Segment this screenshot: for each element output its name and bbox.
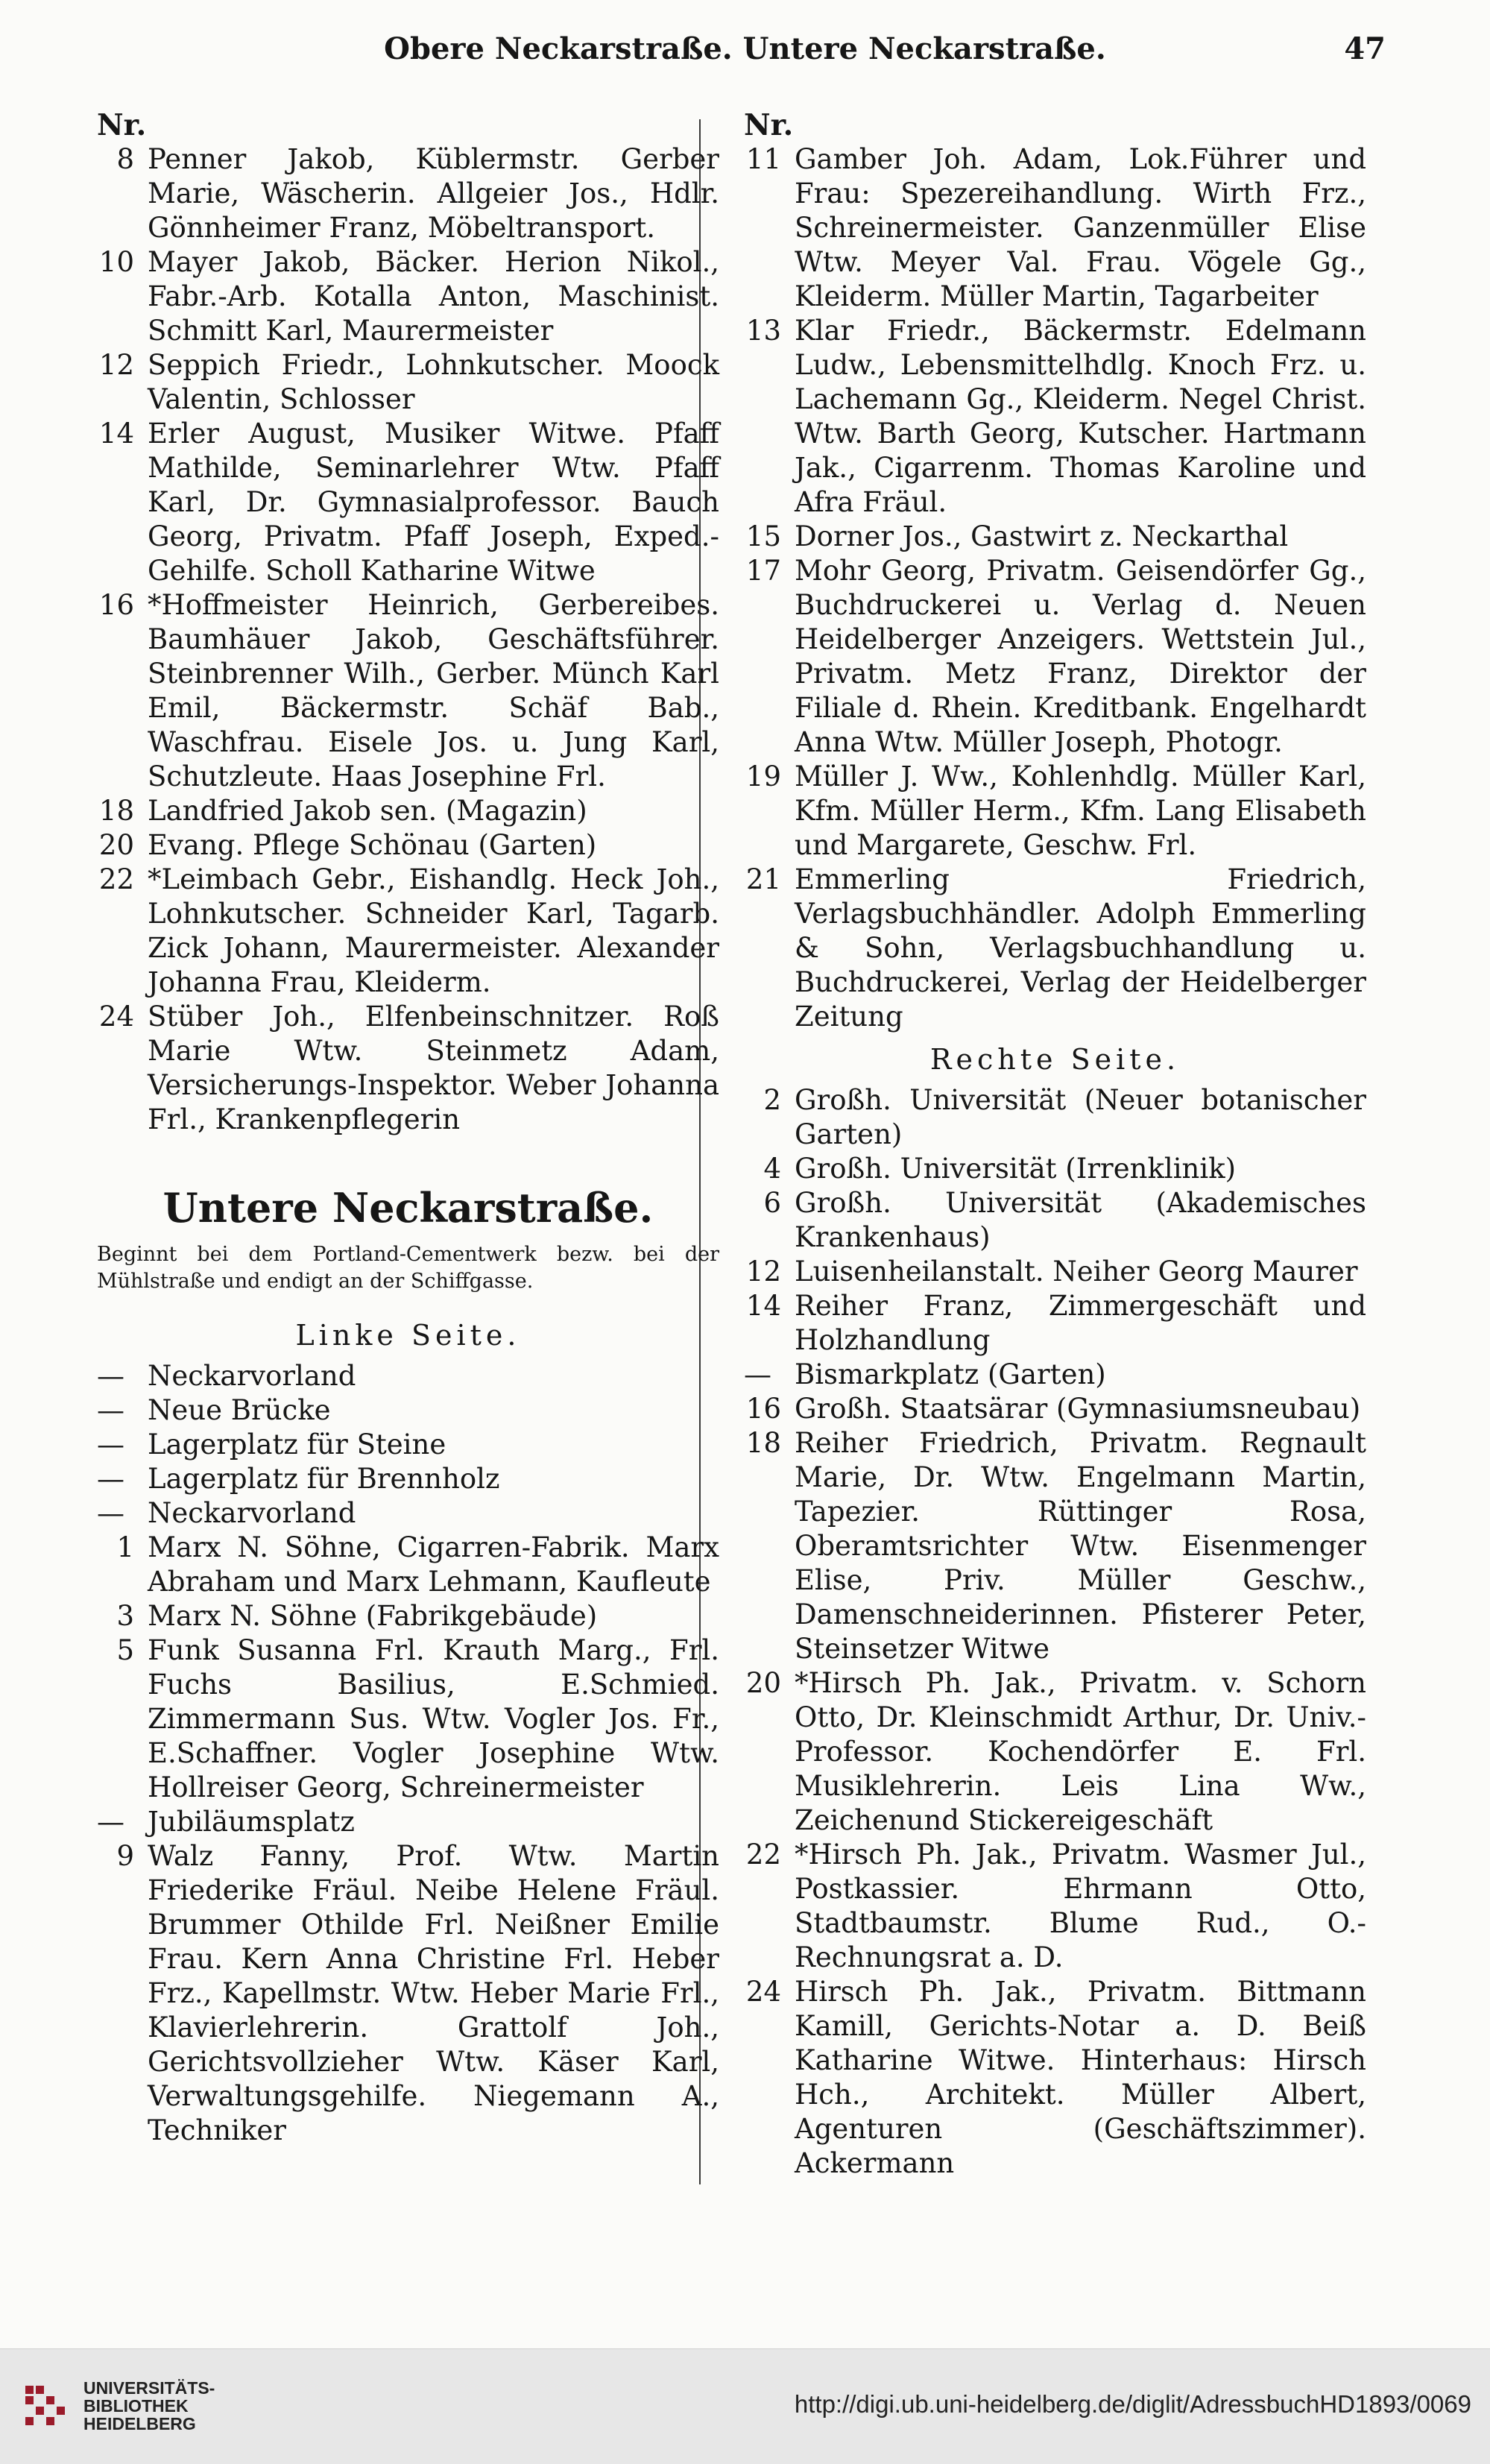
directory-entry	[97, 1393, 719, 1428]
house-number: 16	[98, 589, 134, 621]
house-number: 20	[745, 1667, 781, 1699]
residents-text: Müller J. Ww., Kohlenhdlg. Müller Karl, Kfm. Müller Herm., Kfm. Lang Elisabeth und Margarete, Geschw. Frl.	[795, 760, 1366, 861]
directory-entry	[97, 1599, 719, 1633]
residents-text: Lagerplatz für Brennholz	[148, 1463, 500, 1495]
residents-text: Stüber Joh., Elfenbeinschnitzer. Roß Marie Wtw. Steinmetz Adam, Versicherungs-Inspektor. Weber Johanna Frl., Krankenpflegerin	[148, 1001, 719, 1135]
left-column	[97, 108, 719, 2148]
directory-entry	[97, 1805, 719, 1839]
side-heading-right: Rechte Seite.	[929, 1043, 1181, 1076]
section-note: Beginnt bei dem Portland-Cementwerk bezw. bei der Mühlstraße und endigt an der Schiffgasse.	[97, 1243, 719, 1293]
directory-entry	[744, 1083, 1366, 1152]
house-number: 14	[98, 418, 134, 450]
directory-entry	[744, 1255, 1366, 1289]
residents-text: Luisenheilanstalt. Neiher Georg Maurer	[795, 1255, 1358, 1288]
house-number: 18	[98, 795, 134, 827]
residents-text: Walz Fanny, Prof. Wtw. Martin Friederike Fräul. Neibe Helene Fräul. Brummer Othilde Frl. Neißner Emilie Frau. Kern Anna Christine Frl. Heber Frz., Kapellmstr. Wtw. Heber Marie Frl., Klavierlehrerin. Grattolf Joh., Gerichtsvollzieher Wtw. Käser Karl, Verwaltungsgehilfe. Niegemann A., Techniker	[148, 1840, 719, 2146]
directory-entry	[97, 1633, 719, 1805]
residents-text: Jubiläumsplatz	[148, 1806, 355, 1838]
directory-entry	[744, 1838, 1366, 1975]
directory-entry	[744, 314, 1366, 520]
residents-text: Marx N. Söhne (Fabrikgebäude)	[148, 1600, 598, 1632]
residents-text: Gamber Joh. Adam, Lok.Führer und Frau: Spezereihandlung. Wirth Frz., Schreinermeister. Ganzenmüller Elise Wtw. Meyer Val. Frau. Vögele Gg., Kleiderm. Müller Martin, Tagarbeiter	[795, 143, 1366, 312]
directory-entry	[97, 245, 719, 348]
residents-text: Großh. Universität (Akademisches Krankenhaus)	[795, 1187, 1366, 1253]
house-number: 3	[116, 1600, 134, 1632]
directory-entry	[744, 1975, 1366, 2181]
residents-text: Mayer Jakob, Bäcker. Herion Nikol., Fabr.-Arb. Kotalla Anton, Maschinist. Schmitt Karl, Maurermeister	[148, 246, 719, 347]
residents-text: *Hoffmeister Heinrich, Gerbereibes. Baumhäuer Jakob, Geschäftsführer. Steinbrenner Wilh., Gerber. Münch Karl Emil, Bäckermstr. Schäf Bab., Waschfrau. Eisele Jos. u. Jung Karl, Schutzleute. Haas Josephine Frl.	[148, 589, 719, 793]
house-number: 16	[745, 1393, 781, 1425]
house-number: 22	[745, 1838, 781, 1871]
directory-entry	[97, 417, 719, 588]
residents-text: Lagerplatz für Steine	[148, 1428, 446, 1461]
running-header: Obere Neckarstraße. Untere Neckarstraße.	[384, 31, 1106, 66]
house-number: 8	[116, 143, 134, 175]
library-name-line: HEIDELBERG	[83, 2414, 196, 2433]
house-number: —	[97, 1360, 124, 1392]
house-number: 15	[745, 520, 781, 552]
house-number: 12	[745, 1255, 781, 1288]
house-number: 1	[116, 1531, 134, 1563]
residents-text: Penner Jakob, Küblermstr. Gerber Marie, Wäscherin. Allgeier Jos., Hdlr. Gönnheimer Franz, Möbeltransport.	[148, 143, 719, 244]
residents-text: Emmerling Friedrich, Verlagsbuchhändler. Adolph Emmerling & Sohn, Verlagsbuchhandlung u. Buchdruckerei, Verlag der Heidelberger Zeitung	[795, 863, 1366, 1033]
house-number: 4	[763, 1153, 781, 1185]
residents-text: Marx N. Söhne, Cigarren-Fabrik. Marx Abraham und Marx Lehmann, Kaufleute	[148, 1531, 719, 1598]
right-column	[744, 108, 1366, 2181]
directory-entry	[97, 828, 719, 863]
house-number: 18	[745, 1427, 781, 1459]
residents-text: Neckarvorland	[148, 1360, 356, 1392]
house-number: 14	[745, 1290, 781, 1322]
house-number: —	[97, 1497, 124, 1529]
residents-text: Neckarvorland	[148, 1497, 356, 1529]
directory-entry	[744, 1186, 1366, 1255]
directory-entry	[97, 348, 719, 417]
library-name	[83, 2379, 215, 2433]
obere-entries-right	[744, 142, 1366, 1034]
house-number: 22	[98, 863, 134, 895]
residents-text: Großh. Universität (Irrenklinik)	[795, 1153, 1237, 1185]
residents-text: Reiher Friedrich, Privatm. Regnault Marie, Dr. Wtw. Engelmann Martin, Tapezier. Rüttinger Rosa, Oberamtsrichter Wtw. Eisenmenger Elise, Priv. Müller Geschw., Damenschneiderinnen. Pfisterer Peter, Steinsetzer Witwe	[795, 1427, 1366, 1665]
directory-entry	[744, 1358, 1366, 1392]
residents-text: Funk Susanna Frl. Krauth Marg., Frl. Fuchs Basilius, E.Schmied. Zimmermann Sus. Wtw. Vogler Jos. Fr., E.Schaffner. Vogler Josephine Wtw. Hollreiser Georg, Schreinermeister	[148, 1634, 719, 1803]
directory-entry	[97, 142, 719, 245]
directory-entry	[97, 1839, 719, 2148]
section-title: Untere Neckarstraße.	[162, 1184, 654, 1232]
directory-entry	[97, 794, 719, 828]
directory-entry	[744, 1289, 1366, 1358]
directory-entry	[744, 1426, 1366, 1666]
residents-text: Hirsch Ph. Jak., Privatm. Bittmann Kamill, Gerichts-Notar a. D. Beiß Katharine Witwe. Hinterhaus: Hirsch Hch., Architekt. Müller Albert, Agenturen (Geschäftszimmer). Ackermann	[795, 1976, 1366, 2179]
untere-entries-right	[744, 1083, 1366, 2181]
footer-bar	[0, 2348, 1490, 2464]
directory-entry	[97, 863, 719, 1000]
residents-text: *Hirsch Ph. Jak., Privatm. Wasmer Jul., Postkassier. Ehrmann Otto, Stadtbaumstr. Blume Rud., O.-Rechnungsrat a. D.	[795, 1838, 1366, 1973]
residents-text: Neue Brücke	[148, 1394, 331, 1426]
directory-entry	[97, 1428, 719, 1462]
side-heading-left: Linke Seite.	[295, 1319, 521, 1352]
house-number: —	[744, 1358, 771, 1390]
directory-entry	[97, 1359, 719, 1393]
library-name-line: UNIVERSITÄTS-	[83, 2378, 215, 2398]
house-number: 19	[745, 760, 781, 793]
page-number: 47	[1344, 31, 1386, 66]
residents-text: Bismarkplatz (Garten)	[795, 1358, 1106, 1390]
untere-entries-left	[97, 1359, 719, 2148]
library-logo-icon	[22, 2383, 69, 2429]
house-number: 20	[98, 829, 134, 861]
house-number: 6	[763, 1187, 781, 1219]
residents-text: Erler August, Musiker Witwe. Pfaff Mathilde, Seminarlehrer Wtw. Pfaff Karl, Dr. Gymnasialprofessor. Bauch Georg, Privatm. Pfaff Joseph, Exped.-Gehilfe. Scholl Katharine Witwe	[148, 418, 719, 587]
residents-text: Seppich Friedr., Lohnkutscher. Moock Valentin, Schlosser	[148, 349, 719, 415]
directory-entry	[97, 1000, 719, 1137]
residents-text: Evang. Pflege Schönau (Garten)	[148, 829, 597, 861]
house-number: 12	[98, 349, 134, 381]
house-number: 5	[116, 1634, 134, 1666]
house-number: 11	[745, 143, 781, 175]
house-number: 17	[745, 555, 781, 587]
residents-text: Großh. Staatsärar (Gymnasiumsneubau)	[795, 1393, 1361, 1425]
directory-entry	[744, 760, 1366, 863]
house-number: —	[97, 1806, 124, 1838]
residents-text: Landfried Jakob sen. (Magazin)	[148, 795, 587, 827]
directory-entry	[744, 520, 1366, 554]
house-number: 24	[745, 1976, 781, 2008]
directory-entry	[97, 1531, 719, 1599]
residents-text: *Hirsch Ph. Jak., Privatm. v. Schorn Otto, Dr. Kleinschmidt Arthur, Dr. Univ.-Professor. Kochendörfer E. Frl. Musiklehrerin. Leis Lina Ww., Zeichenund Stickereigeschäft	[795, 1667, 1366, 1836]
house-number: 13	[745, 315, 781, 347]
house-number: 9	[116, 1840, 134, 1872]
house-number: —	[97, 1394, 124, 1426]
house-number: —	[97, 1428, 124, 1461]
nr-label: Nr.	[97, 108, 147, 142]
source-url[interactable]: http://digi.ub.uni-heidelberg.de/diglit/AdressbuchHD1893/0069	[794, 2390, 1471, 2418]
directory-entry	[97, 1462, 719, 1496]
directory-entry	[744, 1392, 1366, 1426]
directory-entry	[744, 142, 1366, 314]
house-number: —	[97, 1463, 124, 1495]
directory-entry	[97, 588, 719, 794]
residents-text: Großh. Universität (Neuer botanischer Garten)	[795, 1084, 1366, 1150]
directory-entry	[744, 1666, 1366, 1838]
house-number: 21	[745, 863, 781, 895]
house-number: 2	[763, 1084, 781, 1116]
residents-text: Mohr Georg, Privatm. Geisendörfer Gg., Buchdruckerei u. Verlag d. Neuen Heidelberger Anzeigers. Wettstein Jul., Privatm. Metz Franz, Direktor der Filiale d. Rhein. Kreditbank. Engelhardt Anna Wtw. Müller Joseph, Photogr.	[795, 555, 1366, 758]
directory-entry	[97, 1496, 719, 1531]
residents-text: Dorner Jos., Gastwirt z. Neckarthal	[795, 520, 1289, 552]
house-number: 10	[98, 246, 134, 278]
library-name-line: BIBLIOTHEK	[83, 2396, 189, 2416]
obere-entries-left	[97, 142, 719, 1137]
residents-text: Klar Friedr., Bäckermstr. Edelmann Ludw., Lebensmittelhdlg. Knoch Frz. u. Lachemann Gg., Kleiderm. Negel Christ. Wtw. Barth Georg, Kutscher. Hartmann Jak., Cigarrenm. Thomas Karoline und Afra Fräul.	[795, 315, 1366, 518]
residents-text: *Leimbach Gebr., Eishandlg. Heck Joh., Lohnkutscher. Schneider Karl, Tagarb. Zick Johann, Maurermeister. Alexander Johanna Frau, Kleiderm.	[148, 863, 719, 998]
directory-entry	[744, 1152, 1366, 1186]
directory-entry	[744, 863, 1366, 1034]
directory-entry	[744, 554, 1366, 760]
house-number: 24	[98, 1001, 134, 1033]
nr-label: Nr.	[744, 108, 794, 142]
residents-text: Reiher Franz, Zimmergeschäft und Holzhandlung	[795, 1290, 1366, 1356]
